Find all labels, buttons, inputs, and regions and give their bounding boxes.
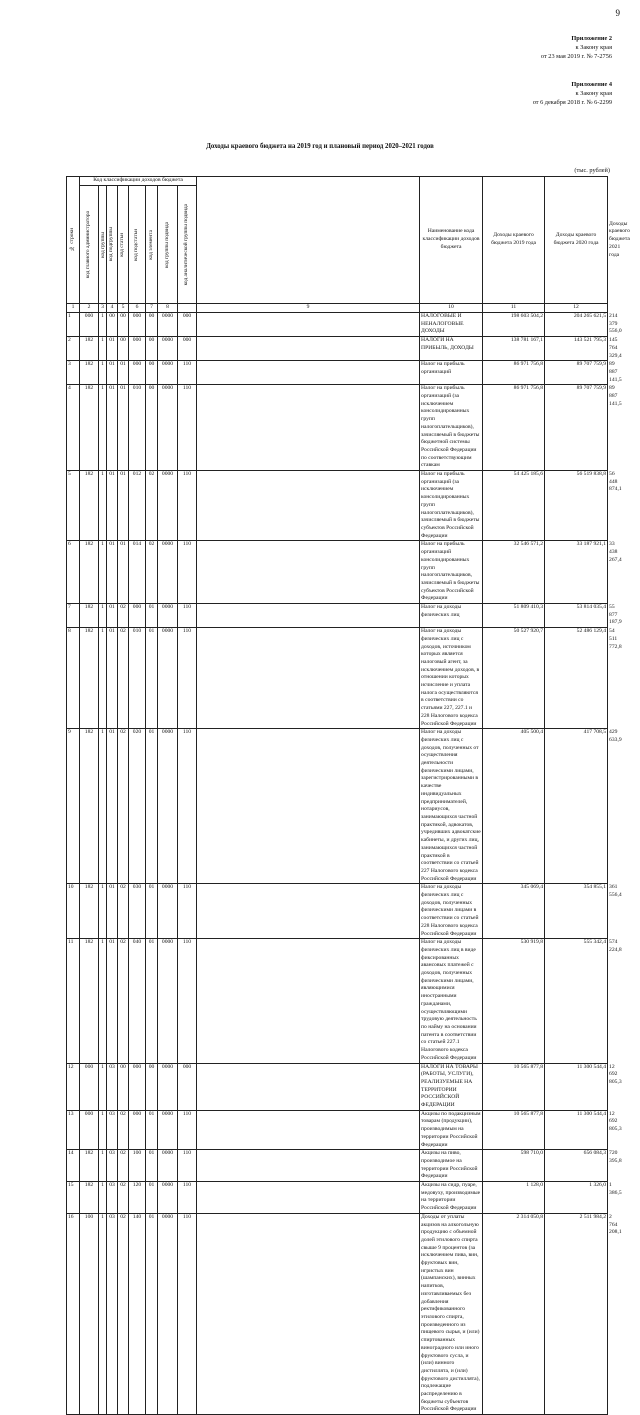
amount-2020: 354 855,1 [545, 884, 608, 939]
column-number: 7 [146, 304, 158, 313]
subarticle-code: 000 [129, 313, 146, 337]
article-code: 00 [118, 313, 129, 337]
row-spacer [197, 604, 420, 628]
subarticle-code: 100 [129, 1150, 146, 1182]
subtype-group-code: 0000 [158, 541, 178, 604]
table-row: 5 182 1 01 01 012 02 0000 110 Налог на прибыль организаций (за исключением консолидированных групп налогоплательщиков), зачисляемый в бюджеты субъектов Российской Федерации 54 425 185,6 56 519 838,8 56 448 874,1 [67, 471, 608, 541]
subtype-group-code: 0000 [158, 628, 178, 729]
admin-code: 182 [80, 361, 99, 385]
appendix-2-title: Приложение 2 [571, 35, 612, 42]
admin-code: 000 [80, 1110, 99, 1150]
article-code: 00 [118, 1063, 129, 1110]
admin-code: 182 [80, 1182, 99, 1214]
header-subtype-group-code: код группы подвида [158, 186, 178, 304]
admin-code: 182 [80, 884, 99, 939]
subgroup-code: 00 [107, 313, 118, 337]
row-spacer [197, 628, 420, 729]
column-number: 5 [118, 304, 129, 313]
admin-code: 182 [80, 1150, 99, 1182]
column-number-row [67, 304, 608, 313]
header-subgroup-code: код подгруппы [107, 186, 118, 304]
header-spacer [197, 177, 420, 304]
appendix-2-caption [541, 34, 612, 62]
amount-2020: 143 521 795,3 [545, 337, 608, 361]
row-number: 9 [67, 729, 80, 884]
subtype-group-code: 0000 [158, 471, 178, 541]
article-code: 02 [118, 729, 129, 884]
subarticle-code: 000 [129, 1110, 146, 1150]
income-name: Налог на доходы физических лиц в виде фиксированных авансовых платежей с доходов, полученных физическими лицами, являющимися иностранными гражданами, осуществляющими трудовую деятельность по найму на основании патента в соответствии со статьей 227.1 Налогового кодекса Российской Федерации [420, 939, 483, 1063]
group-code: 1 [99, 1063, 107, 1110]
element-code: 01 [146, 884, 158, 939]
subtype-group-code: 0000 [158, 337, 178, 361]
subgroup-code: 01 [107, 729, 118, 884]
amount-2019: 345 069,4 [483, 884, 545, 939]
group-code: 1 [99, 541, 107, 604]
admin-code: 182 [80, 541, 99, 604]
appendix-4-line2: от 6 декабря 2018 г. № 6-2299 [532, 99, 612, 107]
article-code: 02 [118, 628, 129, 729]
amount-2020: 417 708,5 [545, 729, 608, 884]
row-number: 7 [67, 604, 80, 628]
income-name: НАЛОГОВЫЕ И НЕНАЛОГОВЫЕ ДОХОДЫ [420, 313, 483, 337]
element-code: 00 [146, 385, 158, 471]
income-name: Налог на доходы физических лиц с доходов, полученных физическими лицами в соответствии со статьей 228 Налогового кодекса Российской Федерации [420, 884, 483, 939]
revenue-table: № строки Код классификации доходов бюджета Наименование кода классификации доходов бюджета Доходы краевого бюджета 2019 года Доходы краевого бюджета 2020 года Доходы краевого бюджета 2021 года код главного администратора код группы код подгруппы код статьи код подстатьи код элемента код группы подвида код аналитической группы подвида 1 2 3 4 5 6 7 8 9 10 11 12 1 000 1 00 00 000 00 0000 000 НАЛОГОВЫЕ И НЕНАЛОГОВЫЕ ДОХОДЫ 198 603 504,2 204 265 621,5 214 379 556,0 2 182 1 01 00 000 00 0000 000 НАЛОГИ НА ПРИБЫЛЬ, ДОХОДЫ 138 781 167,1 143 521 795,3 145 764 329,4 3 182 1 01 01 000 00 0000 110 Налог на прибыль организаций 86 971 756,8 89 707 759,9 89 887 141,5 4 182 1 01 01 010 00 0000 110 Налог на прибыль организаций (за исключением консолидированных групп налогоплательщиков), зачисляемый в бюджеты бюджетной системы Российской Федерации по соответствующим ставкам 86 971 756,8 89 707 759,9 89 887 141,5 5 182 1 01 01 012 02 0000 110 Налог на прибыль организаций (за исключением консолидированных групп налогоплательщиков), зачисляемый в бюджеты субъектов Российской Федерации 54 425 185,6 56 519 838,8 56 448 874,1 6 182 1 01 01 014 02 0000 110 Налог на прибыль организаций консолидированных групп налогоплательщиков, зачисляемый в бюджеты субъектов Российской Федерации 32 546 571,2 33 187 921,1 33 438 267,4 7 182 1 01 02 000 01 0000 110 Налог на доходы физических лиц 51 809 410,3 53 814 035,4 55 877 187,9 8 182 1 01 02 010 01 0000 110 Налог на доходы физических лиц с доходов, источником которых является налоговый агент, за исключением доходов, в отношении которых исчисление и уплата налога осуществляются в соответствии со статьями 227, 227.1 и 228 Налогового кодекса Российской Федерации 50 527 920,7 52 486 129,4 54 511 772,8 9 182 1 01 02 020 01 0000 110 Налог на доходы физических лиц с доходов, полученных от осуществления деятельности физическими лицами, зарегистрированными в качестве индивидуальных предпринимателей, нотариусов, занимающихся частной практикой, адвокатов, учредивших адвокатские кабинеты, и других лиц, занимающихся частной практикой в соответствии со статьей 227 Налогового кодекса Российской Федерации 405 500,4 417 708,5 429 633,9 10 182 1 01 02 030 01 0000 110 Налог на доходы физических лиц с доходов, полученных физическими лицами в соответствии со статьей 228 Налогового кодекса Российской Федерации 345 069,4 354 855,1 361 556,4 11 182 1 01 02 040 01 0000 110 Налог на доходы физических лиц в виде фиксированных авансовых платежей с доходов, полученных физическими лицами, являющимися иностранными гражданами, осуществляющими трудовую деятельность по найму на основании патента в соответствии со статьей 227.1 Налогового кодекса Российской Федерации 530 919,8 555 342,4 574 224,8 12 000 1 03 00 000 00 0000 000 НАЛОГИ НА ТОВАРЫ (РАБОТЫ, УСЛУГИ), РЕАЛИЗУЕМЫЕ НА ТЕРРИТОРИИ РОССИЙСКОЙ ФЕДЕРАЦИИ 10 565 877,8 11 300 544,4 12 692 805,3 13 000 1 03 02 000 01 0000 110 Акцизы по подакцизным товарам (продукции), производимым на территории Российской Федерации 10 565 877,8 11 300 544,4 12 692 805,3 14 182 1 03 02 100 01 0000 110 Акцизы на пиво, производимое на территории Российской Федерации 598 710,0 656 084,3 720 395,8 15 182 1 03 02 120 01 0000 110 Акцизы на сидр, пуаре, медовуху, производимые на территории Российской Федерации 1 128,0 1 326,0 1 386,5 16 100 1 03 02 140 01 0000 110 Доходы от уплаты акцизов на алкогольную продукцию с объемной долей этилового спирта свыше 9 процентов (за исключением пива, вин, фруктовых вин, игристых вин (шампанских), винных напитков, изготавливаемых без добавления ректификованного этилового спирта, произведенного из пищевого сырья, и (или) спиртованных виноградного или иного фруктового сусла, и (или) винного дистиллята, и (или) фруктового дистиллята), подлежащие распределению в бюджеты субъектов Российской Федерации 2 314 050,8 2 511 984,2 2 764 208,1 [66, 176, 608, 1415]
analytic-group-code: 000 [178, 313, 197, 337]
subtype-group-code: 0000 [158, 884, 178, 939]
subgroup-code: 01 [107, 604, 118, 628]
column-number: 2 [80, 304, 99, 313]
analytic-group-code: 000 [178, 1063, 197, 1110]
row-number: 15 [67, 1182, 80, 1214]
element-code: 01 [146, 628, 158, 729]
subtype-group-code: 0000 [158, 939, 178, 1063]
article-code: 02 [118, 939, 129, 1063]
column-number: 9 [197, 304, 420, 313]
subtype-group-code: 0000 [158, 604, 178, 628]
subgroup-code: 01 [107, 337, 118, 361]
table-row: 3 182 1 01 01 000 00 0000 110 Налог на прибыль организаций 86 971 756,8 89 707 759,9 89 887 141,5 [67, 361, 608, 385]
subtype-group-code: 0000 [158, 1063, 178, 1110]
article-code: 02 [118, 1182, 129, 1214]
amount-2019: 86 971 756,8 [483, 385, 545, 471]
analytic-group-code: 110 [178, 939, 197, 1063]
amount-2020: 555 342,4 [545, 939, 608, 1063]
table-row: 7 182 1 01 02 000 01 0000 110 Налог на доходы физических лиц 51 809 410,3 53 814 035,4 55 877 187,9 [67, 604, 608, 628]
amount-2020: 11 300 544,4 [545, 1063, 608, 1110]
subgroup-code: 01 [107, 385, 118, 471]
income-name: Налог на прибыль организаций консолидированных групп налогоплательщиков, зачисляемый в бюджеты субъектов Российской Федерации [420, 541, 483, 604]
admin-code: 182 [80, 385, 99, 471]
article-code: 02 [118, 604, 129, 628]
table-row: 13 000 1 03 02 000 01 0000 110 Акцизы по подакцизным товарам (продукции), производимым на территории Российской Федерации 10 565 877,8 11 300 544,4 12 692 805,3 [67, 1110, 608, 1150]
units-label: (тыс. рублей) [574, 167, 610, 174]
amount-2019: 54 425 185,6 [483, 471, 545, 541]
article-code: 02 [118, 884, 129, 939]
group-code: 1 [99, 1150, 107, 1182]
subgroup-code: 01 [107, 361, 118, 385]
subgroup-code: 03 [107, 1213, 118, 1414]
subarticle-code: 140 [129, 1213, 146, 1414]
amount-2019: 530 919,8 [483, 939, 545, 1063]
element-code: 01 [146, 604, 158, 628]
article-code: 01 [118, 361, 129, 385]
subgroup-code: 01 [107, 541, 118, 604]
row-spacer [197, 1182, 420, 1214]
amount-2019: 86 971 756,8 [483, 361, 545, 385]
analytic-group-code: 110 [178, 471, 197, 541]
subarticle-code: 000 [129, 1063, 146, 1110]
analytic-group-code: 110 [178, 1150, 197, 1182]
element-code: 01 [146, 939, 158, 1063]
income-name: Доходы от уплаты акцизов на алкогольную продукцию с объемной долей этилового спирта свыше 9 процентов (за исключением пива, вин, фруктовых вин, игристых вин (шампанских), винных напитков, изготавливаемых без добавления ректификованного этилового спирта, произведенного из пищевого сырья, и (или) спиртованных виноградного или иного фруктового сусла, и (или) винного дистиллята, и (или) фруктового дистиллята), подлежащие распределению в бюджеты субъектов Российской Федерации [420, 1213, 483, 1414]
subtype-group-code: 0000 [158, 729, 178, 884]
element-code: 01 [146, 1213, 158, 1414]
subtype-group-code: 0000 [158, 1182, 178, 1214]
column-number-spacer [178, 304, 197, 313]
admin-code: 182 [80, 729, 99, 884]
column-number: 12 [545, 304, 608, 313]
table-row: 10 182 1 01 02 030 01 0000 110 Налог на доходы физических лиц с доходов, полученных физическими лицами в соответствии со статьей 228 Налогового кодекса Российской Федерации 345 069,4 354 855,1 361 556,4 [67, 884, 608, 939]
amount-2019: 10 565 877,8 [483, 1063, 545, 1110]
admin-code: 000 [80, 1063, 99, 1110]
subgroup-code: 01 [107, 471, 118, 541]
row-number: 3 [67, 361, 80, 385]
subarticle-code: 000 [129, 361, 146, 385]
header-admin-code: код главного администратора [80, 186, 99, 304]
subarticle-code: 012 [129, 471, 146, 541]
table-row: 1 000 1 00 00 000 00 0000 000 НАЛОГОВЫЕ И НЕНАЛОГОВЫЕ ДОХОДЫ 198 603 504,2 204 265 621,5 214 379 556,0 [67, 313, 608, 337]
group-code: 1 [99, 471, 107, 541]
subarticle-code: 030 [129, 884, 146, 939]
income-name: Акцизы на пиво, производимое на территории Российской Федерации [420, 1150, 483, 1182]
amount-2019: 138 781 167,1 [483, 337, 545, 361]
amount-2019: 50 527 920,7 [483, 628, 545, 729]
article-code: 01 [118, 541, 129, 604]
analytic-group-code: 110 [178, 884, 197, 939]
row-spacer [197, 385, 420, 471]
analytic-group-code: 110 [178, 729, 197, 884]
group-code: 1 [99, 313, 107, 337]
row-number: 10 [67, 884, 80, 939]
element-code: 01 [146, 1110, 158, 1150]
header-name: Наименование кода классификации доходов бюджета [420, 177, 483, 304]
amount-2020: 11 300 544,4 [545, 1110, 608, 1150]
group-code: 1 [99, 604, 107, 628]
amount-2020: 204 265 621,5 [545, 313, 608, 337]
row-number: 4 [67, 385, 80, 471]
column-number: 8 [158, 304, 178, 313]
appendix-4-line1: к Закону края [575, 90, 612, 98]
subarticle-code: 010 [129, 628, 146, 729]
income-name: НАЛОГИ НА ПРИБЫЛЬ, ДОХОДЫ [420, 337, 483, 361]
subarticle-code: 010 [129, 385, 146, 471]
row-spacer [197, 939, 420, 1063]
article-code: 01 [118, 471, 129, 541]
group-code: 1 [99, 1110, 107, 1150]
subtype-group-code: 0000 [158, 1150, 178, 1182]
article-code: 02 [118, 1213, 129, 1414]
table-row: 8 182 1 01 02 010 01 0000 110 Налог на доходы физических лиц с доходов, источником которых является налоговый агент, за исключением доходов, в отношении которых исчисление и уплата налога осуществляются в соответствии со статьями 227, 227.1 и 228 Налогового кодекса Российской Федерации 50 527 920,7 52 486 129,4 54 511 772,8 [67, 628, 608, 729]
row-number: 1 [67, 313, 80, 337]
document-title: Доходы краевого бюджета на 2019 год и плановый период 2020–2021 годов [206, 143, 434, 150]
row-spacer [197, 729, 420, 884]
subtype-group-code: 0000 [158, 385, 178, 471]
amount-2019: 2 314 050,8 [483, 1213, 545, 1414]
row-spacer [197, 541, 420, 604]
admin-code: 182 [80, 337, 99, 361]
admin-code: 182 [80, 628, 99, 729]
row-spacer [197, 1213, 420, 1414]
column-number: 6 [129, 304, 146, 313]
amount-2020: 1 326,0 [545, 1182, 608, 1214]
subtype-group-code: 0000 [158, 313, 178, 337]
appendix-2-line2: от 23 мая 2019 г. № 7-2756 [540, 53, 612, 61]
subarticle-code: 120 [129, 1182, 146, 1214]
subgroup-code: 03 [107, 1110, 118, 1150]
subarticle-code: 000 [129, 604, 146, 628]
analytic-group-code: 110 [178, 604, 197, 628]
income-name: Акцизы на сидр, пуаре, медовуху, производимые на территории Российской Федерации [420, 1182, 483, 1214]
table-row: 6 182 1 01 01 014 02 0000 110 Налог на прибыль организаций консолидированных групп налогоплательщиков, зачисляемый в бюджеты субъектов Российской Федерации 32 546 571,2 33 187 921,1 33 438 267,4 [67, 541, 608, 604]
row-number: 8 [67, 628, 80, 729]
table-row: 4 182 1 01 01 010 00 0000 110 Налог на прибыль организаций (за исключением консолидированных групп налогоплательщиков), зачисляемый в бюджеты бюджетной системы Российской Федерации по соответствующим ставкам 86 971 756,8 89 707 759,9 89 887 141,5 [67, 385, 608, 471]
element-code: 02 [146, 541, 158, 604]
row-number: 2 [67, 337, 80, 361]
group-code: 1 [99, 337, 107, 361]
analytic-group-code: 110 [178, 1110, 197, 1150]
row-spacer [197, 1063, 420, 1110]
group-code: 1 [99, 628, 107, 729]
header-group-code: код группы [99, 186, 107, 304]
amount-2020: 89 707 759,9 [545, 361, 608, 385]
group-code: 1 [99, 1213, 107, 1414]
analytic-group-code: 110 [178, 541, 197, 604]
income-name: Налог на прибыль организаций [420, 361, 483, 385]
income-name: Налог на доходы физических лиц с доходов, источником которых является налоговый агент, за исключением доходов, в отношении которых исчисление и уплата налога осуществляются в соответствии со статьями 227, 227.1 и 228 Налогового кодекса Российской Федерации [420, 628, 483, 729]
analytic-group-code: 110 [178, 361, 197, 385]
article-code: 02 [118, 1150, 129, 1182]
header-element-code: код элемента [146, 186, 158, 304]
income-name: Налог на прибыль организаций (за исключением консолидированных групп налогоплательщиков), зачисляемый в бюджеты субъектов Российской Федерации [420, 471, 483, 541]
table-row: 15 182 1 03 02 120 01 0000 110 Акцизы на сидр, пуаре, медовуху, производимые на территории Российской Федерации 1 128,0 1 326,0 1 386,5 [67, 1182, 608, 1214]
income-name: Налог на доходы физических лиц с доходов, полученных от осуществления деятельности физическими лицами, зарегистрированными в качестве индивидуальных предпринимателей, нотариусов, занимающихся частной практикой, адвокатов, учредивших адвокатские кабинеты, и других лиц, занимающихся частной практикой в соответствии со статьей 227 Налогового кодекса Российской Федерации [420, 729, 483, 884]
element-code: 02 [146, 471, 158, 541]
group-code: 1 [99, 729, 107, 884]
amount-2020: 2 511 984,2 [545, 1213, 608, 1414]
amount-2020: 56 519 838,8 [545, 471, 608, 541]
row-spacer [197, 361, 420, 385]
element-code: 00 [146, 313, 158, 337]
row-number: 5 [67, 471, 80, 541]
appendix-4-caption [533, 80, 612, 108]
row-number: 6 [67, 541, 80, 604]
group-code: 1 [99, 939, 107, 1063]
analytic-group-code: 000 [178, 337, 197, 361]
table-row: 12 000 1 03 00 000 00 0000 000 НАЛОГИ НА ТОВАРЫ (РАБОТЫ, УСЛУГИ), РЕАЛИЗУЕМЫЕ НА ТЕРРИТОРИИ РОССИЙСКОЙ ФЕДЕРАЦИИ 10 565 877,8 11 300 544,4 12 692 805,3 [67, 1063, 608, 1110]
amount-2019: 32 546 571,2 [483, 541, 545, 604]
header-row-no: № строки [67, 177, 80, 304]
analytic-group-code: 110 [178, 628, 197, 729]
group-code: 1 [99, 385, 107, 471]
element-code: 00 [146, 337, 158, 361]
group-code: 1 [99, 361, 107, 385]
subarticle-code: 000 [129, 337, 146, 361]
row-spacer [197, 337, 420, 361]
article-code: 02 [118, 1110, 129, 1150]
column-number: 1 [67, 304, 80, 313]
subtype-group-code: 0000 [158, 1110, 178, 1150]
row-spacer [197, 1150, 420, 1182]
header-2020: Доходы краевого бюджета 2020 года [545, 177, 608, 304]
row-number: 16 [67, 1213, 80, 1414]
subarticle-code: 020 [129, 729, 146, 884]
income-name: Налог на доходы физических лиц [420, 604, 483, 628]
amount-2019: 405 500,4 [483, 729, 545, 884]
analytic-group-code: 110 [178, 1182, 197, 1214]
amount-2020: 89 707 759,9 [545, 385, 608, 471]
row-number: 14 [67, 1150, 80, 1182]
amount-2019: 198 603 504,2 [483, 313, 545, 337]
admin-code: 000 [80, 313, 99, 337]
amount-2020: 33 187 921,1 [545, 541, 608, 604]
header-subarticle-code: код подстатьи [129, 186, 146, 304]
header-article-code: код статьи [118, 186, 129, 304]
admin-code: 182 [80, 939, 99, 1063]
subgroup-code: 01 [107, 939, 118, 1063]
element-code: 01 [146, 729, 158, 884]
header-2019: Доходы краевого бюджета 2019 года [483, 177, 545, 304]
subgroup-code: 01 [107, 628, 118, 729]
row-spacer [197, 884, 420, 939]
amount-2019: 598 710,0 [483, 1150, 545, 1182]
admin-code: 100 [80, 1213, 99, 1414]
element-code: 01 [146, 1182, 158, 1214]
table-row: 16 100 1 03 02 140 01 0000 110 Доходы от уплаты акцизов на алкогольную продукцию с объемной долей этилового спирта свыше 9 процентов (за исключением пива, вин, фруктовых вин, игристых вин (шампанских), винных напитков, изготавливаемых без добавления ректификованного этилового спирта, произведенного из пищевого сырья, и (или) спиртованных виноградного или иного фруктового сусла, и (или) винного дистиллята, и (или) фруктового дистиллята), подлежащие распределению в бюджеты субъектов Российской Федерации 2 314 050,8 2 511 984,2 2 764 208,1 [67, 1213, 608, 1414]
subgroup-code: 03 [107, 1063, 118, 1110]
subtype-group-code: 0000 [158, 361, 178, 385]
group-code: 1 [99, 1182, 107, 1214]
row-number: 11 [67, 939, 80, 1063]
table-row: 11 182 1 01 02 040 01 0000 110 Налог на доходы физических лиц в виде фиксированных авансовых платежей с доходов, полученных физическими лицами, являющимися иностранными гражданами, осуществляющими трудовую деятельность по найму на основании патента в соответствии со статьей 227.1 Налогового кодекса Российской Федерации 530 919,8 555 342,4 574 224,8 [67, 939, 608, 1063]
table-row: 14 182 1 03 02 100 01 0000 110 Акцизы на пиво, производимое на территории Российской Федерации 598 710,0 656 084,3 720 395,8 [67, 1150, 608, 1182]
header-analytic-group-code: код аналитической группы подвида [178, 186, 197, 304]
group-code: 1 [99, 884, 107, 939]
row-spacer [197, 471, 420, 541]
subgroup-code: 03 [107, 1182, 118, 1214]
element-code: 01 [146, 1150, 158, 1182]
subarticle-code: 014 [129, 541, 146, 604]
subgroup-code: 03 [107, 1150, 118, 1182]
amount-2020: 656 084,3 [545, 1150, 608, 1182]
element-code: 00 [146, 1063, 158, 1110]
subgroup-code: 01 [107, 884, 118, 939]
column-number: 10 [420, 304, 483, 313]
row-spacer [197, 313, 420, 337]
column-number: 3 [99, 304, 107, 313]
subtype-group-code: 0000 [158, 1213, 178, 1414]
analytic-group-code: 110 [178, 1213, 197, 1414]
amount-2019: 10 565 877,8 [483, 1110, 545, 1150]
admin-code: 182 [80, 471, 99, 541]
element-code: 00 [146, 361, 158, 385]
income-name: Акцизы по подакцизным товарам (продукции), производимым на территории Российской Федерации [420, 1110, 483, 1150]
article-code: 01 [118, 385, 129, 471]
table-row: 2 182 1 01 00 000 00 0000 000 НАЛОГИ НА ПРИБЫЛЬ, ДОХОДЫ 138 781 167,1 143 521 795,3 145 764 329,4 [67, 337, 608, 361]
appendix-4-title: Приложение 4 [571, 81, 612, 88]
row-number: 12 [67, 1063, 80, 1110]
income-name: НАЛОГИ НА ТОВАРЫ (РАБОТЫ, УСЛУГИ), РЕАЛИЗУЕМЫЕ НА ТЕРРИТОРИИ РОССИЙСКОЙ ФЕДЕРАЦИИ [420, 1063, 483, 1110]
amount-2020: 53 814 035,4 [545, 604, 608, 628]
amount-2019: 1 128,0 [483, 1182, 545, 1214]
subarticle-code: 040 [129, 939, 146, 1063]
analytic-group-code: 110 [178, 385, 197, 471]
header-code-group: Код классификации доходов бюджета [80, 177, 197, 186]
article-code: 00 [118, 337, 129, 361]
admin-code: 182 [80, 604, 99, 628]
income-name: Налог на прибыль организаций (за исключением консолидированных групп налогоплательщиков), зачисляемый в бюджеты бюджетной системы Российской Федерации по соответствующим ставкам [420, 385, 483, 471]
table-row: 9 182 1 01 02 020 01 0000 110 Налог на доходы физических лиц с доходов, полученных от осуществления деятельности физическими лицами, зарегистрированными в качестве индивидуальных предпринимателей, нотариусов, занимающихся частной практикой, адвокатов, учредивших адвокатские кабинеты, и других лиц, занимающихся частной практикой в соответствии со статьей 227 Налогового кодекса Российской Федерации 405 500,4 417 708,5 429 633,9 [67, 729, 608, 884]
column-number: 4 [107, 304, 118, 313]
appendix-2-line1: к Закону края [575, 44, 612, 52]
row-spacer [197, 1110, 420, 1150]
amount-2019: 51 809 410,3 [483, 604, 545, 628]
amount-2020: 52 486 129,4 [545, 628, 608, 729]
page-number: 9 [615, 8, 620, 18]
row-number: 13 [67, 1110, 80, 1150]
column-number: 11 [483, 304, 545, 313]
